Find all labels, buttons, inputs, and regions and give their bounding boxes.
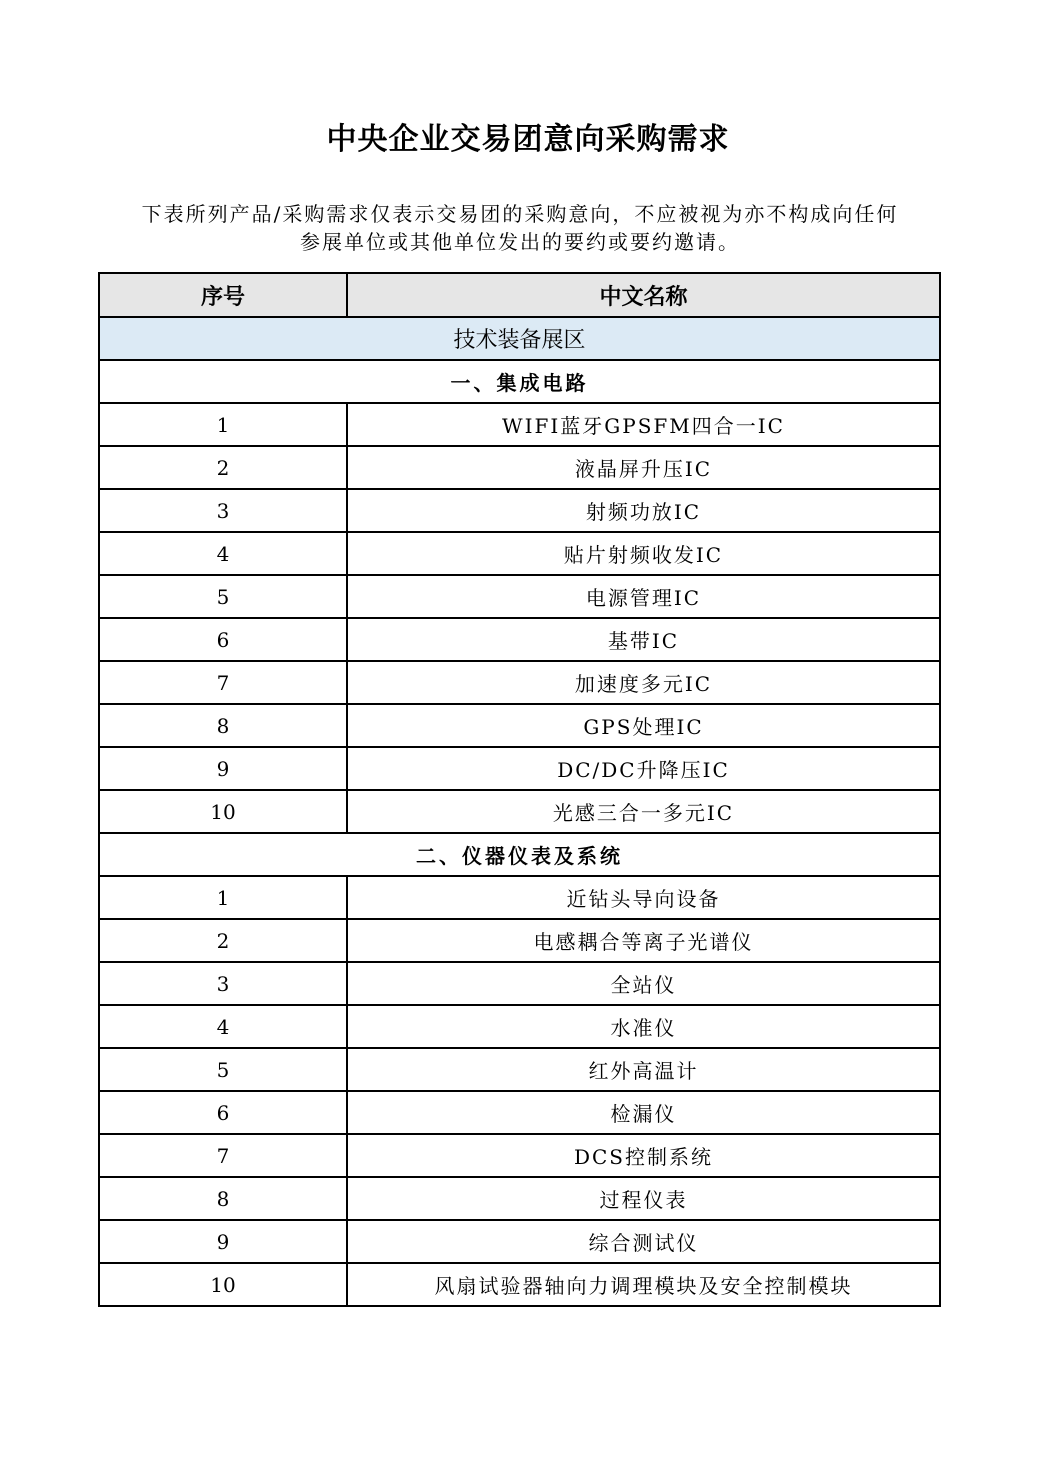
section-row — [99, 833, 940, 876]
header-chinese-name: 中文名称 — [347, 273, 940, 317]
table-row — [99, 1005, 940, 1048]
table-body — [99, 317, 940, 1306]
row-product-name: 电感耦合等离子光谱仪 — [347, 919, 940, 962]
row-product-name: 电源管理IC — [347, 575, 940, 618]
row-serial-number: 5 — [99, 575, 347, 618]
header-serial-number: 序号 — [99, 273, 347, 317]
row-product-name: 基带IC — [347, 618, 940, 661]
row-product-name: DC/DC升降压IC — [347, 747, 940, 790]
row-serial-number: 3 — [99, 962, 347, 1005]
row-serial-number: 10 — [99, 1263, 347, 1306]
row-product-name: 过程仪表 — [347, 1177, 940, 1220]
table-row — [99, 1177, 940, 1220]
row-serial-number: 1 — [99, 403, 347, 446]
row-product-name: 近钻头导向设备 — [347, 876, 940, 919]
table-row — [99, 1134, 940, 1177]
intro-line-1: 下表所列产品/采购需求仅表示交易团的采购意向，不应被视为亦不构成向任何 — [141, 202, 899, 226]
table-row — [99, 919, 940, 962]
row-product-name: WIFI蓝牙GPSFM四合一IC — [347, 403, 940, 446]
table-row — [99, 704, 940, 747]
row-serial-number: 8 — [99, 1177, 347, 1220]
row-serial-number: 7 — [99, 661, 347, 704]
row-serial-number: 9 — [99, 1220, 347, 1263]
table-row — [99, 1091, 940, 1134]
zone-title: 技术装备展区 — [99, 317, 940, 360]
table-row — [99, 790, 940, 833]
row-product-name: 射频功放IC — [347, 489, 940, 532]
row-product-name: 检漏仪 — [347, 1091, 940, 1134]
zone-row — [99, 317, 940, 360]
row-serial-number: 4 — [99, 1005, 347, 1048]
row-product-name: DCS控制系统 — [347, 1134, 940, 1177]
table-row — [99, 962, 940, 1005]
intro-line-2: 参展单位或其他单位发出的要约或要约邀请。 — [300, 230, 740, 254]
table-row — [99, 876, 940, 919]
section-row — [99, 360, 940, 403]
row-product-name: 全站仪 — [347, 962, 940, 1005]
row-product-name: GPS处理IC — [347, 704, 940, 747]
table-row — [99, 403, 940, 446]
row-product-name: 水准仪 — [347, 1005, 940, 1048]
table-header-row — [99, 273, 940, 317]
row-product-name: 液晶屏升压IC — [347, 446, 940, 489]
row-serial-number: 7 — [99, 1134, 347, 1177]
table-row — [99, 575, 940, 618]
table-row — [99, 618, 940, 661]
section-title: 二、仪器仪表及系统 — [99, 833, 940, 876]
row-serial-number: 2 — [99, 446, 347, 489]
document-title: 中央企业交易团意向采购需求 — [326, 122, 730, 157]
table-row — [99, 747, 940, 790]
table-row — [99, 1220, 940, 1263]
row-serial-number: 10 — [99, 790, 347, 833]
row-serial-number: 9 — [99, 747, 347, 790]
row-serial-number: 5 — [99, 1048, 347, 1091]
row-product-name: 贴片射频收发IC — [347, 532, 940, 575]
row-product-name: 红外高温计 — [347, 1048, 940, 1091]
row-product-name: 综合测试仪 — [347, 1220, 940, 1263]
procurement-table — [98, 272, 941, 1307]
table-row — [99, 1048, 940, 1091]
section-title: 一、集成电路 — [99, 360, 940, 403]
intro-paragraph — [100, 200, 940, 256]
row-product-name: 加速度多元IC — [347, 661, 940, 704]
row-serial-number: 1 — [99, 876, 347, 919]
row-serial-number: 3 — [99, 489, 347, 532]
row-product-name: 光感三合一多元IC — [347, 790, 940, 833]
row-serial-number: 6 — [99, 1091, 347, 1134]
row-serial-number: 6 — [99, 618, 347, 661]
row-product-name: 风扇试验器轴向力调理模块及安全控制模块 — [347, 1263, 940, 1306]
table-row — [99, 489, 940, 532]
table-row — [99, 661, 940, 704]
table-row — [99, 446, 940, 489]
row-serial-number: 8 — [99, 704, 347, 747]
table-row — [99, 1263, 940, 1306]
row-serial-number: 4 — [99, 532, 347, 575]
row-serial-number: 2 — [99, 919, 347, 962]
table-row — [99, 532, 940, 575]
